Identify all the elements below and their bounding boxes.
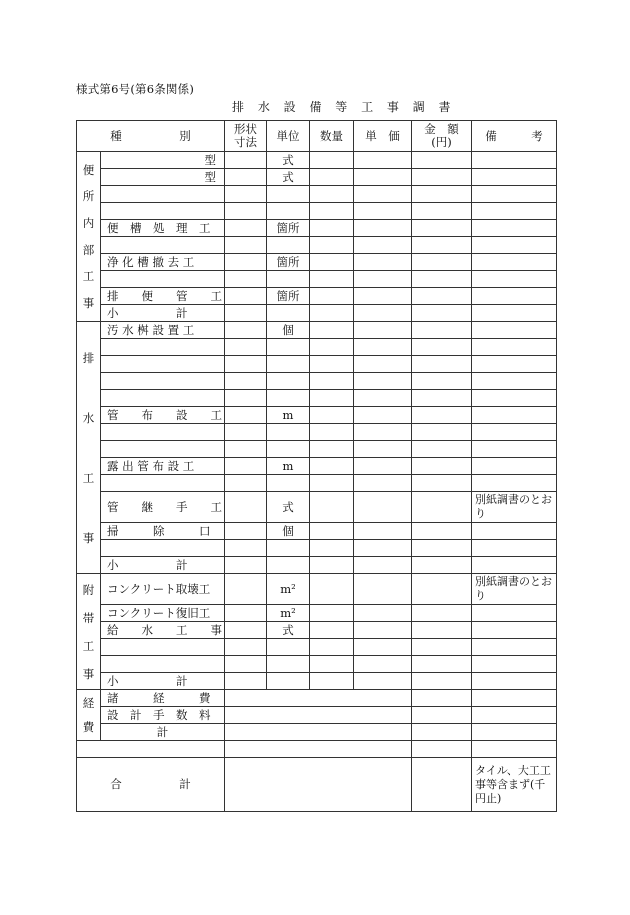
table-row (77, 288, 557, 305)
unit-cell: 箇所 (267, 288, 310, 305)
table-row (77, 169, 557, 186)
table-row (77, 475, 557, 492)
section-char: 工 (82, 638, 95, 653)
subtotal-label: 小 計 (101, 557, 225, 574)
document-title: 排 水 設 備 等 工 事 調 書 (232, 100, 456, 114)
unit-cell: 個 (267, 322, 310, 339)
header-row (77, 121, 557, 152)
table-row (77, 605, 557, 622)
header-remarks: 備 考 (472, 121, 557, 152)
remarks-note: タイル、大工工事等含まず(千円止) (472, 758, 557, 812)
item-kanfu: 管 布 設 工 (101, 407, 225, 424)
unit-cell: 式 (267, 152, 310, 169)
section-char: 事 (82, 530, 95, 545)
section-char: 帯 (82, 610, 95, 625)
unit-cell: 式 (267, 492, 310, 523)
header-shape-line2: 寸法 (234, 135, 257, 149)
table-row (77, 690, 557, 707)
item-osui: 汚 水 桝 設 置 工 (101, 322, 225, 339)
table-row (77, 390, 557, 407)
item-concrete-restore: コンクリート復旧工 (101, 605, 225, 622)
table-row (77, 523, 557, 540)
table-row (77, 407, 557, 424)
item-concrete-break: コンクリート取壊工 (101, 574, 225, 605)
subtotal-label: 小 計 (101, 673, 225, 690)
section-char: 工 (82, 470, 95, 485)
table-row (77, 186, 557, 203)
header-shape-line1: 形状 (234, 122, 257, 136)
section-char: 附 (82, 582, 95, 597)
table-row (77, 220, 557, 237)
form-number: 様式第6号(第6条関係) (76, 82, 195, 96)
section-char: 部 (82, 242, 95, 257)
total-row (77, 758, 557, 812)
table-row (77, 356, 557, 373)
item-kata-2: 型 (101, 169, 225, 186)
item-soujo: 掃 除 口 (101, 523, 225, 540)
table-row (77, 322, 557, 339)
section-char: 経 (82, 696, 95, 710)
subtotal-row (77, 557, 557, 574)
subtotal-row (77, 305, 557, 322)
table-row (77, 540, 557, 557)
header-kind: 種 別 (77, 121, 225, 152)
table-row (77, 424, 557, 441)
header-unit: 単位 (267, 121, 310, 152)
table-row (77, 639, 557, 656)
table-row (77, 373, 557, 390)
section-char: 事 (82, 666, 95, 681)
section-char: 内 (82, 216, 95, 231)
table-row (77, 458, 557, 475)
table-row (77, 152, 557, 169)
table-row (77, 203, 557, 220)
unit-cell: 個 (267, 523, 310, 540)
item-kata-1: 型 (101, 152, 225, 169)
item-haiben: 排 便 管 工 (101, 288, 225, 305)
unit-cell: 式 (267, 622, 310, 639)
header-amount-line2: (円) (431, 135, 452, 149)
section-futai-label (77, 574, 101, 690)
remarks-note: 別紙調書のとおり (472, 492, 557, 523)
section-char: 便 (82, 162, 95, 177)
unit-cell: m (267, 458, 310, 475)
table-row (77, 339, 557, 356)
subtotal-row (77, 673, 557, 690)
table-row (77, 622, 557, 639)
section-char: 工 (82, 269, 95, 284)
item-jouka: 浄 化 槽 撤 去 工 (101, 254, 225, 271)
table-row (77, 707, 557, 724)
table-row (77, 741, 557, 758)
construction-survey-table (76, 120, 557, 812)
table-row (77, 724, 557, 741)
item-kantsugi: 管 継 手 工 (101, 492, 225, 523)
header-unit-price: 単 価 (354, 121, 412, 152)
subtotal-label: 小 計 (101, 305, 225, 322)
table-row (77, 254, 557, 271)
section-benjo-label (77, 152, 101, 322)
table-row (77, 656, 557, 673)
item-bensou: 便 槽 処 理 工 (101, 220, 225, 237)
unit-cell: 箇所 (267, 220, 310, 237)
unit-cell: m (267, 407, 310, 424)
header-amount (412, 121, 472, 152)
table-row (77, 441, 557, 458)
unit-cell: 箇所 (267, 254, 310, 271)
item-roshutsu: 露 出 管 布 設 工 (101, 458, 225, 475)
total-label: 合 計 (77, 758, 225, 812)
item-kei: 計 (101, 724, 225, 741)
section-keihi-label (77, 690, 101, 741)
header-shape (225, 121, 267, 152)
item-shokeihi: 諸 経 費 (101, 690, 225, 707)
section-haisui-label (77, 322, 101, 574)
remarks-note: 別紙調書のとおり (472, 574, 557, 605)
unit-cell: m² (267, 605, 310, 622)
item-kyusui: 給 水 工 事 (101, 622, 225, 639)
header-quantity: 数量 (310, 121, 354, 152)
item-sekkei: 設 計 手 数 料 (101, 707, 225, 724)
section-char: 費 (82, 720, 95, 734)
section-char: 水 (82, 410, 95, 425)
section-char: 事 (82, 296, 95, 311)
section-char: 排 (82, 350, 95, 365)
unit-cell: m² (267, 574, 310, 605)
section-char: 所 (82, 189, 95, 204)
unit-cell: 式 (267, 169, 310, 186)
table-row (77, 237, 557, 254)
header-amount-line1: 金 額 (424, 122, 459, 136)
table-row (77, 271, 557, 288)
